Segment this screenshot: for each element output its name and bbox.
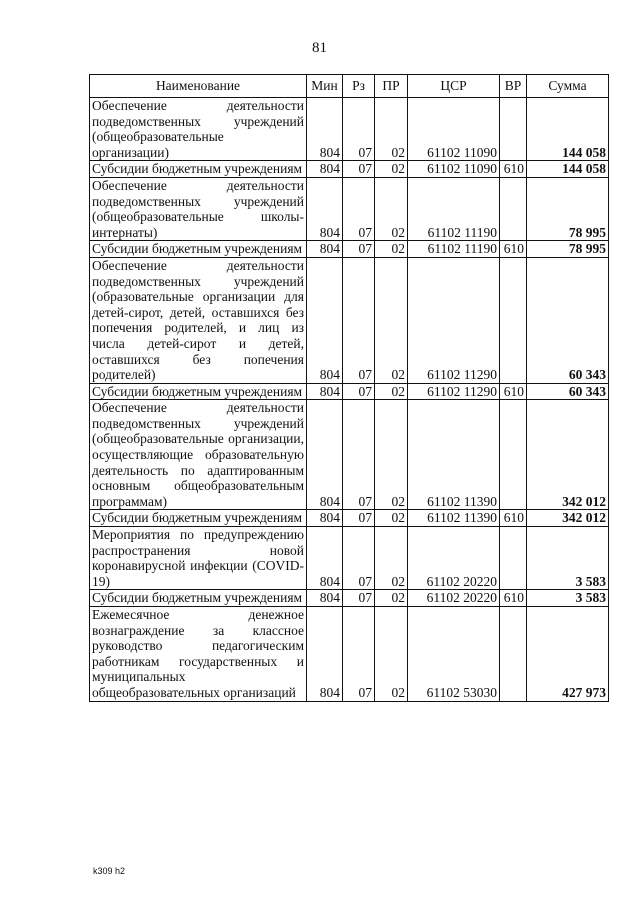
cell-vr bbox=[500, 400, 527, 510]
table-row bbox=[90, 527, 609, 590]
cell-pr: 02 bbox=[375, 161, 408, 178]
table-row bbox=[90, 241, 609, 258]
header-csr: ЦСР bbox=[408, 75, 500, 98]
table-row bbox=[90, 383, 609, 400]
cell-min: 804 bbox=[307, 241, 343, 258]
header-rz: Рз bbox=[343, 75, 375, 98]
cell-name: Субсидии бюджетным учреждениям bbox=[90, 510, 307, 527]
cell-min: 804 bbox=[307, 607, 343, 702]
cell-pr: 02 bbox=[375, 383, 408, 400]
table-row bbox=[90, 590, 609, 607]
cell-name: Обеспечение деятельности подведомственных учреждений (образовательные организации для детей-сирот, детей, оставшихся без попечения родителей, и лиц из числа детей-сирот и детей, оставшихся без попечения родителей) bbox=[90, 257, 307, 383]
cell-rz: 07 bbox=[343, 400, 375, 510]
cell-min: 804 bbox=[307, 383, 343, 400]
cell-name: Мероприятия по предупреждению распространения новой коронавирусной инфекции (COVID-19) bbox=[90, 527, 307, 590]
cell-min: 804 bbox=[307, 161, 343, 178]
cell-rz: 07 bbox=[343, 510, 375, 527]
cell-csr: 61102 11390 bbox=[408, 400, 500, 510]
cell-sum: 342 012 bbox=[527, 400, 609, 510]
cell-rz: 07 bbox=[343, 241, 375, 258]
cell-rz: 07 bbox=[343, 590, 375, 607]
cell-vr bbox=[500, 98, 527, 161]
cell-pr: 02 bbox=[375, 257, 408, 383]
cell-vr bbox=[500, 257, 527, 383]
cell-name: Субсидии бюджетным учреждениям bbox=[90, 161, 307, 178]
cell-min: 804 bbox=[307, 257, 343, 383]
cell-vr: 610 bbox=[500, 590, 527, 607]
cell-sum: 78 995 bbox=[527, 241, 609, 258]
cell-name: Субсидии бюджетным учреждениям bbox=[90, 383, 307, 400]
cell-name: Обеспечение деятельности подведомственных учреждений (общеобразовательные организации) bbox=[90, 98, 307, 161]
cell-name: Ежемесячное денежное вознаграждение за классное руководство педагогическим работникам государственных и муниципальных общеобразовательных организаций bbox=[90, 607, 307, 702]
cell-rz: 07 bbox=[343, 607, 375, 702]
cell-csr: 61102 20220 bbox=[408, 527, 500, 590]
table-row bbox=[90, 400, 609, 510]
header-sum: Сумма bbox=[527, 75, 609, 98]
cell-vr bbox=[500, 527, 527, 590]
cell-sum: 78 995 bbox=[527, 177, 609, 240]
cell-min: 804 bbox=[307, 590, 343, 607]
cell-csr: 61102 11390 bbox=[408, 510, 500, 527]
table-body bbox=[90, 98, 609, 702]
cell-vr bbox=[500, 607, 527, 702]
cell-csr: 61102 53030 bbox=[408, 607, 500, 702]
cell-rz: 07 bbox=[343, 527, 375, 590]
header-min: Мин bbox=[307, 75, 343, 98]
cell-pr: 02 bbox=[375, 98, 408, 161]
cell-min: 804 bbox=[307, 98, 343, 161]
cell-sum: 3 583 bbox=[527, 527, 609, 590]
cell-vr: 610 bbox=[500, 383, 527, 400]
footer-code: k309 h2 bbox=[93, 866, 126, 876]
table-row bbox=[90, 177, 609, 240]
cell-name: Субсидии бюджетным учреждениям bbox=[90, 590, 307, 607]
cell-csr: 61102 20220 bbox=[408, 590, 500, 607]
cell-pr: 02 bbox=[375, 510, 408, 527]
cell-sum: 427 973 bbox=[527, 607, 609, 702]
table-row bbox=[90, 510, 609, 527]
cell-csr: 61102 11190 bbox=[408, 177, 500, 240]
header-pr: ПР bbox=[375, 75, 408, 98]
cell-sum: 3 583 bbox=[527, 590, 609, 607]
cell-min: 804 bbox=[307, 527, 343, 590]
cell-sum: 60 343 bbox=[527, 383, 609, 400]
cell-sum: 144 058 bbox=[527, 98, 609, 161]
cell-min: 804 bbox=[307, 177, 343, 240]
cell-pr: 02 bbox=[375, 241, 408, 258]
header-name: Наименование bbox=[90, 75, 307, 98]
cell-rz: 07 bbox=[343, 383, 375, 400]
cell-sum: 60 343 bbox=[527, 257, 609, 383]
cell-vr bbox=[500, 177, 527, 240]
cell-name: Обеспечение деятельности подведомственных учреждений (общеобразовательные школы-интернаты) bbox=[90, 177, 307, 240]
cell-vr: 610 bbox=[500, 241, 527, 258]
cell-pr: 02 bbox=[375, 590, 408, 607]
cell-pr: 02 bbox=[375, 607, 408, 702]
cell-vr: 610 bbox=[500, 510, 527, 527]
cell-pr: 02 bbox=[375, 177, 408, 240]
cell-sum: 144 058 bbox=[527, 161, 609, 178]
cell-csr: 61102 11290 bbox=[408, 383, 500, 400]
cell-sum: 342 012 bbox=[527, 510, 609, 527]
cell-min: 804 bbox=[307, 400, 343, 510]
cell-rz: 07 bbox=[343, 161, 375, 178]
cell-csr: 61102 11290 bbox=[408, 257, 500, 383]
budget-table bbox=[89, 74, 609, 702]
cell-name: Обеспечение деятельности подведомственных учреждений (общеобразовательные организации, осуществляющие образовательную деятельность по адаптированным основным общеобразовательным программам) bbox=[90, 400, 307, 510]
cell-rz: 07 bbox=[343, 257, 375, 383]
cell-pr: 02 bbox=[375, 527, 408, 590]
table-row bbox=[90, 161, 609, 178]
cell-rz: 07 bbox=[343, 98, 375, 161]
table-header-row bbox=[90, 75, 609, 98]
cell-rz: 07 bbox=[343, 177, 375, 240]
table-row bbox=[90, 607, 609, 702]
cell-name: Субсидии бюджетным учреждениям bbox=[90, 241, 307, 258]
table-row bbox=[90, 257, 609, 383]
cell-vr: 610 bbox=[500, 161, 527, 178]
cell-csr: 61102 11090 bbox=[408, 161, 500, 178]
header-vr: ВР bbox=[500, 75, 527, 98]
cell-csr: 61102 11090 bbox=[408, 98, 500, 161]
page-number: 81 bbox=[312, 40, 327, 56]
cell-pr: 02 bbox=[375, 400, 408, 510]
table-row bbox=[90, 98, 609, 161]
cell-csr: 61102 11190 bbox=[408, 241, 500, 258]
cell-min: 804 bbox=[307, 510, 343, 527]
